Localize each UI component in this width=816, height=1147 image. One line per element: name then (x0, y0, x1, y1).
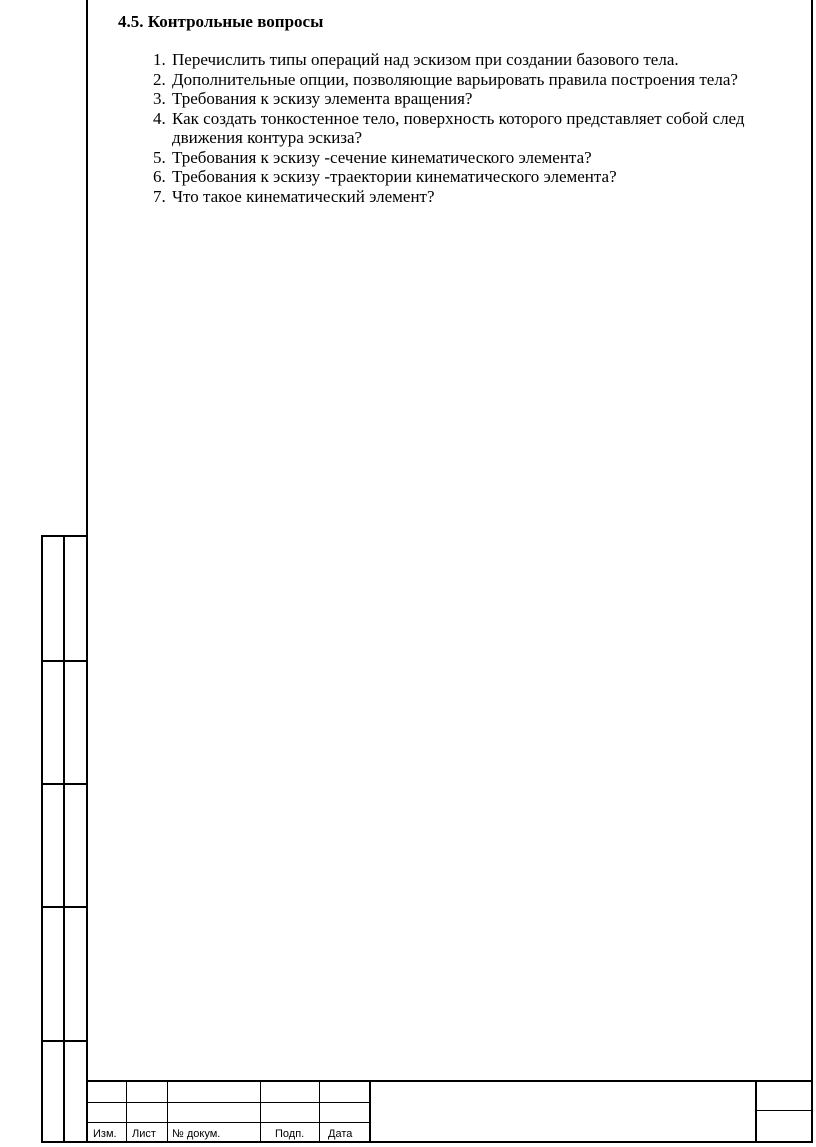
questions-list (118, 50, 778, 206)
label-signature: Подп. (275, 1128, 305, 1140)
list-item: 7. Что такое кинематический элемент? (170, 187, 778, 207)
list-item: 2. Дополнительные опции, позволяющие варьировать правила построения тела? (170, 70, 778, 90)
section-heading: 4.5. Контрольные вопросы (118, 12, 324, 31)
title-block (88, 1080, 811, 1143)
list-item: 3. Требования к эскизу элемента вращения? (170, 89, 778, 109)
label-list: Лист (132, 1128, 156, 1140)
label-date: Дата (328, 1128, 353, 1140)
side-stamp-strip (41, 535, 88, 1143)
list-item: 5. Требования к эскизу -сечение кинематического элемента? (170, 148, 778, 168)
label-doc-no: № докум. (172, 1128, 221, 1140)
list-item: 4. Как создать тонкостенное тело, поверхность которого представляет собой след движения контура эскиза? (170, 109, 778, 148)
document-content (118, 12, 778, 206)
list-item: 1. Перечислить типы операций над эскизом при создании базового тела. (170, 50, 778, 70)
list-item: 6. Требования к эскизу -траектории кинематического элемента? (170, 167, 778, 187)
label-izm: Изм. (93, 1128, 117, 1140)
